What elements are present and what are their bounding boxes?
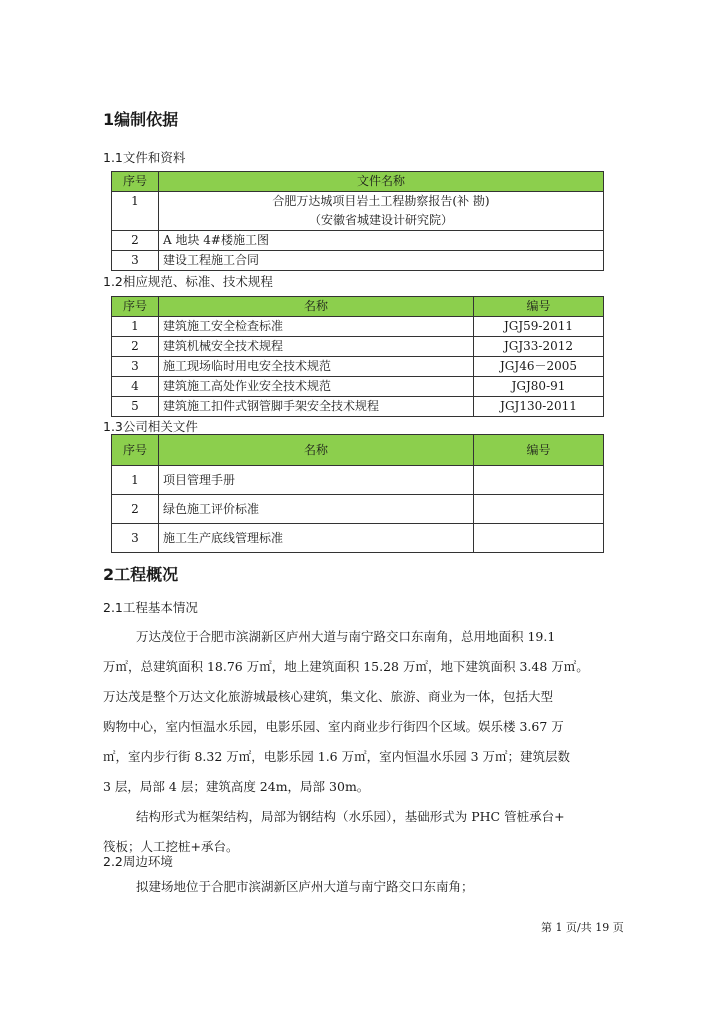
standards-table [111, 296, 604, 417]
paragraph-structure [103, 802, 633, 862]
row-no: 1 [112, 317, 159, 337]
row-no: 1 [112, 192, 159, 231]
row-name: 绿色施工评价标准 [159, 495, 474, 524]
header-no: 序号 [112, 172, 159, 192]
row-name: 建筑施工高处作业安全技术规范 [159, 377, 474, 397]
para-line: 万达茂位于合肥市滨湖新区庐州大道与南宁路交口东南角，总用地面积 19.1 [136, 629, 556, 644]
para-line: ㎡，室内步行街 8.32 万㎡，电影乐园 1.6 万㎡，室内恒温水乐园 3 万㎡；建筑层数 [103, 749, 571, 764]
paragraph-project-overview [103, 622, 633, 802]
section-2-1-title: 2.1工程基本情况 [103, 600, 198, 615]
section-2-2-title: 2.2周边环境 [103, 854, 173, 869]
row-name: 建设工程施工合同 [159, 251, 604, 271]
header-code: 编号 [474, 297, 604, 317]
table-row [112, 337, 604, 357]
row-code: JGJ59-2011 [474, 317, 604, 337]
row-name: 施工现场临时用电安全技术规范 [159, 357, 474, 377]
company-docs-table [111, 434, 604, 553]
row-code [474, 524, 604, 553]
header-no: 序号 [112, 435, 159, 466]
row-no: 3 [112, 251, 159, 271]
header-code: 编号 [474, 435, 604, 466]
table-row [112, 192, 604, 231]
row-code: JGJ80-91 [474, 377, 604, 397]
documents-table [111, 171, 604, 271]
para-line: 万㎡，总建筑面积 18.76 万㎡，地上建筑面积 15.28 万㎡，地下建筑面积 3.48 万㎡。 [103, 659, 589, 674]
para-line: 购物中心，室内恒温水乐园，电影乐园、室内商业步行街四个区域。娱乐楼 3.67 万 [103, 719, 564, 734]
row-no: 2 [112, 231, 159, 251]
row-name: 建筑施工安全检查标准 [159, 317, 474, 337]
table-header-row [112, 172, 604, 192]
header-doc-name: 文件名称 [159, 172, 604, 192]
row-name [159, 192, 604, 231]
row-no: 2 [112, 495, 159, 524]
row-name: 项目管理手册 [159, 466, 474, 495]
row-no: 1 [112, 466, 159, 495]
para-line: 拟建场地位于合肥市滨湖新区庐州大道与南宁路交口东南角； [136, 879, 474, 894]
table-row [112, 377, 604, 397]
section-1-2-title: 1.2相应规范、标准、技术规程 [103, 274, 273, 289]
row-code: JGJ130-2011 [474, 397, 604, 417]
row-name: 建筑机械安全技术规程 [159, 337, 474, 357]
row-code [474, 466, 604, 495]
row-name-line1: 合肥万达城项目岩土工程勘察报告(补 勘) [272, 194, 490, 208]
para-line: 筏板；人工挖桩+承台。 [103, 839, 239, 854]
para-line: 结构形式为框架结构，局部为钢结构（水乐园），基础形式为 PHC 管桩承台+ [136, 809, 565, 824]
row-name: 建筑施工扣件式钢管脚手架安全技术规程 [159, 397, 474, 417]
header-no: 序号 [112, 297, 159, 317]
table-row [112, 357, 604, 377]
table-row [112, 317, 604, 337]
table-row [112, 524, 604, 553]
para-line: 万达茂是整个万达文化旅游城最核心建筑，集文化、旅游、商业为一体，包括大型 [103, 689, 554, 704]
row-code [474, 495, 604, 524]
table-row [112, 231, 604, 251]
header-name: 名称 [159, 297, 474, 317]
section-1-1-title: 1.1文件和资料 [103, 150, 186, 165]
header-name: 名称 [159, 435, 474, 466]
row-no: 3 [112, 524, 159, 553]
table-header-row [112, 435, 604, 466]
row-no: 4 [112, 377, 159, 397]
row-name: A 地块 4#楼施工图 [159, 231, 604, 251]
table-row [112, 251, 604, 271]
section-2-title: 2工程概况 [103, 565, 179, 584]
paragraph-surroundings [103, 872, 633, 902]
table-row [112, 397, 604, 417]
row-name: 施工生产底线管理标准 [159, 524, 474, 553]
table-header-row [112, 297, 604, 317]
row-name-line2: （安徽省城建设计研究院） [308, 213, 453, 227]
page-number: 第 1 页/共 19 页 [541, 921, 624, 934]
table-row [112, 466, 604, 495]
row-no: 2 [112, 337, 159, 357]
row-no: 3 [112, 357, 159, 377]
section-1-title: 1编制依据 [103, 110, 179, 129]
section-1-3-title: 1.3公司相关文件 [103, 419, 198, 434]
row-code: JGJ46－2005 [474, 357, 604, 377]
row-no: 5 [112, 397, 159, 417]
para-line: 3 层，局部 4 层；建筑高度 24m，局部 30m。 [103, 779, 370, 794]
table-row [112, 495, 604, 524]
row-code: JGJ33-2012 [474, 337, 604, 357]
